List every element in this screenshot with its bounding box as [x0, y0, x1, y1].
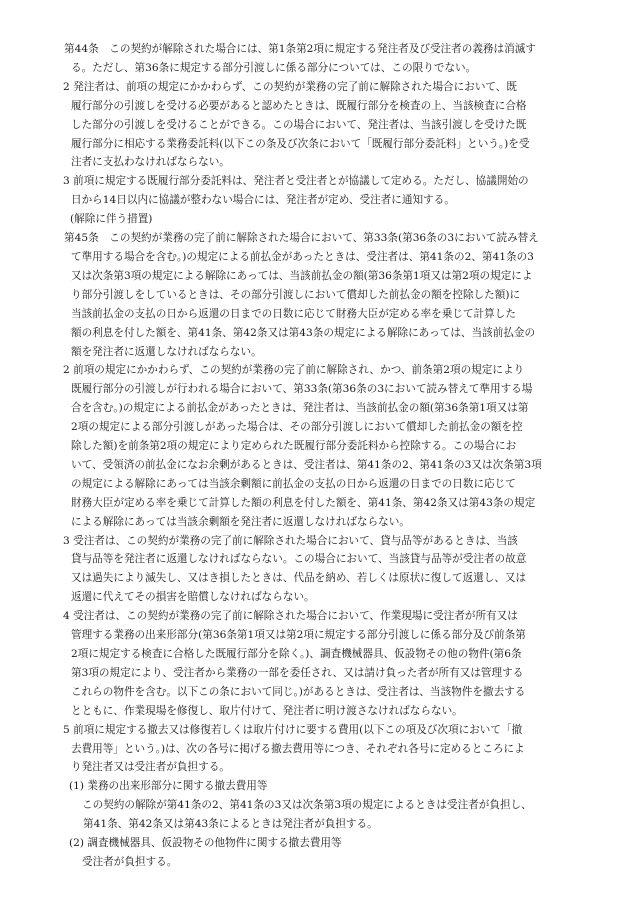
paragraph-line: 又は過失により滅失し、又はき損したときは、代品を納め、若しくは原状に復して返還し、又は — [71, 572, 527, 585]
article-45-line: 第45条 この契約が業務の完了前に解除された場合において、第33条(第36条の3において読み替え — [64, 232, 539, 245]
article-45-item-1 — [0, 777, 630, 834]
paragraph-line: 3 前項に規定する既履行部分委託料は、発注者と受注者とが協議して定める。ただし、協議開始の — [63, 175, 529, 188]
article-45-line: て準用する場合を含む。)の規定による前払金があったときは、受注者は、第41条の2、第41条の3 — [71, 250, 534, 263]
paragraph-line: 去費用等」という。)は、次の各号に掲げる撤去費用等につき、それぞれ各号に定めるところによ — [71, 742, 525, 755]
article-45-paragraph-3 — [0, 532, 630, 608]
paragraph-line: 返還に代えてその損害を賠償しなければならない。 — [71, 591, 315, 604]
paragraph-line: 5 前項に規定する撤去又は修復若しくは取片付けに要する費用(以下この項及び次項において「撤 — [63, 723, 523, 736]
item-heading: (2) 調査機械器具、仮設物その他物件に関する撤去費用等 — [69, 837, 342, 850]
article-44-paragraph-2 — [0, 78, 630, 173]
paragraph-line: 第3項の規定により、受注者から業務の一部を委任され、又は請け負った者が所有又は管理する — [71, 666, 524, 679]
paragraph-line: 合を含む。)の規定による前払金があったときは、発注者は、当該前払金の額(第36条第1項又は第 — [71, 402, 529, 415]
paragraph-line: 貸与品等を発注者に返還しなければならない。この場合において、当該貸与品等が受注者の故意 — [71, 553, 527, 566]
paragraph-line: り発注者又は受注者が負担する。 — [71, 761, 230, 774]
article-45 — [0, 210, 630, 361]
article-45-line: り部分引渡しをしているときは、その部分引渡しにおいて償却した前払金の額を控除した額)に — [71, 288, 521, 301]
paragraph-line: による解除にあっては当該余剰額を発注者に返還しなければならない。 — [71, 515, 410, 528]
paragraph-line: の規定による解除にあっては当該余剰額に前払金の支払の日から返還の日までの日数に応じて — [71, 477, 516, 490]
paragraph-line: 除した額)を前条第2項の規定により定められた既履行部分委託料から控除する。この場合にお — [71, 440, 517, 453]
paragraph-line: 履行部分に相応する業務委託料(以下この条及び次条において「既履行部分委託料」という。)を受 — [71, 137, 530, 150]
paragraph-line: これらの物件を含む。以下この条において同じ。)があるときは、受注者は、当該物件を撤去する — [71, 685, 526, 698]
article-44 — [0, 40, 630, 78]
paragraph-line: 2 前項の規定にかかわらず、この契約が業務の完了前に解除され、かつ、前条第2項の規定により — [63, 364, 525, 377]
paragraph-line: 日から14日以内に協議が整わない場合には、発注者が定め、受注者に通知する。 — [71, 194, 455, 207]
article-45-item-2 — [0, 834, 630, 872]
article-45-paragraph-2 — [0, 361, 630, 531]
article-45-line: 額の利息を付した額を、第41条、第42条又は第43条の規定による解除にあっては、当該前払金の — [71, 326, 536, 339]
item-line: 受注者が負担する。 — [82, 855, 178, 868]
paragraph-line: とともに、作業現場を修復し、取片付けて、発注者に明け渡さなければならない。 — [71, 704, 463, 717]
paragraph-line: 4 受注者は、この契約が業務の完了前に解除された場合において、作業現場に受注者が所有又は — [63, 610, 518, 623]
item-line: この契約の解除が第41条の2、第41条の3又は次条第3項の規定によるときは受注者が負担し、 — [82, 799, 532, 812]
paragraph-line: いて、受領済の前払金になお余剰があるときは、受注者は、第41条の2、第41条の3又は次条第3項 — [71, 458, 542, 471]
article-45-line: 額を発注者に返還しなければならない。 — [71, 345, 262, 358]
paragraph-line: 財務大臣が定める率を乗じて計算した額の利息を付した額を、第41条、第42条又は第43条の規定 — [71, 496, 536, 509]
item-line: 第41条、第42条又は第43条によるときは発注者が負担する。 — [83, 818, 378, 831]
article-45-caption: (解除に伴う措置) — [70, 213, 153, 226]
article-45-paragraph-4 — [0, 607, 630, 720]
article-45-paragraph-5 — [0, 721, 630, 778]
paragraph-line: 履行部分の引渡しを受ける必要があると認めたときは、既履行部分を検査の上、当該検査に合格 — [71, 99, 527, 112]
item-heading: (1) 業務の出来形部分に関する撤去費用等 — [69, 780, 268, 793]
paragraph-line: 2項に規定する検査に合格した既履行部分を除く。)、調査機械器具、仮設物その他の物件(第6条 — [71, 648, 522, 660]
article-44-paragraph-3 — [0, 172, 630, 210]
paragraph-line: した部分の引渡しを受けることができる。この場合において、発注者は、当該引渡しを受けた既 — [71, 118, 527, 131]
paragraph-line: 3 受注者は、この契約が業務の完了前に解除された場合において、貸与品等があるときは、当該 — [63, 534, 518, 547]
paragraph-line: 2 発注者は、前項の規定にかかわらず、この契約が業務の完了前に解除された場合において、既 — [63, 80, 517, 93]
paragraph-line: 注者に支払わなければならない。 — [71, 156, 230, 169]
article-45-line: 当該前払金の支払の日から返還の日までの日数に応じて財務大臣が定める率を乗じて計算した — [71, 307, 516, 320]
article-44-line: る。ただし、第36条に規定する部分引渡しに係る部分については、この限りでない。 — [71, 61, 477, 74]
article-44-line: 第44条 この契約が解除された場合には、第1条第2項に規定する発注者及び受注者の義務は消滅す — [64, 43, 536, 55]
paragraph-line: 管理する業務の出来形部分(第36条第1項又は第2項に規定する部分引渡しに係る部分及び前条第 — [71, 629, 526, 642]
article-45-line: 又は次条第3項の規定による解除にあっては、当該前払金の額(第36条第1項又は第2項の規定によ — [71, 269, 533, 282]
paragraph-line: 既履行部分の引渡しが行われる場合において、第33条(第36条の3において読み替えて準用する場 — [71, 383, 533, 396]
paragraph-line: 2項の規定による部分引渡しがあった場合は、その部分引渡しにおいて償却した前払金の額を控 — [71, 421, 523, 434]
